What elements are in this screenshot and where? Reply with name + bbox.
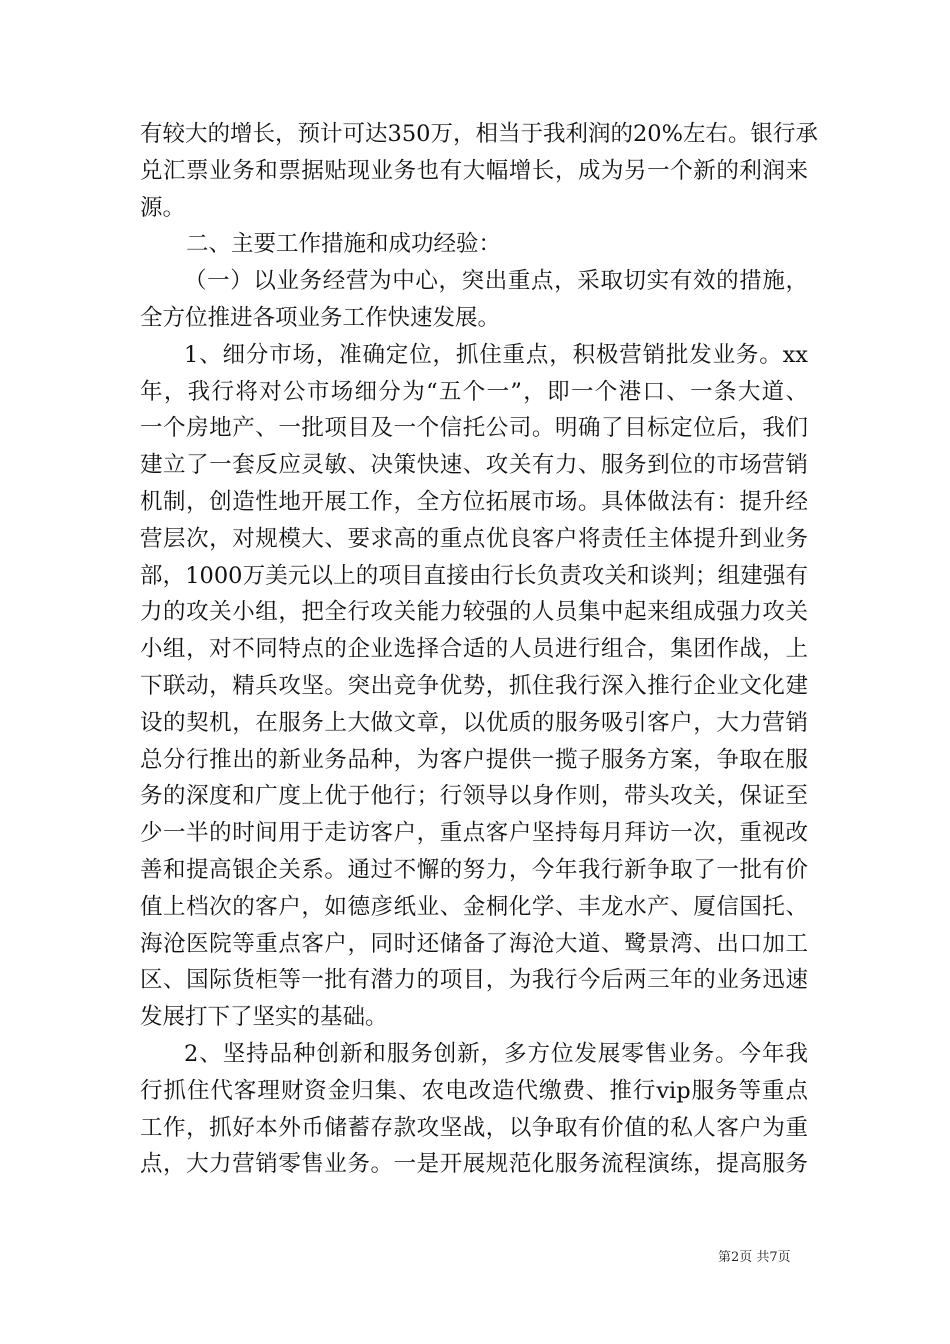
text-line: 一个房地产、一批项目及一个信托公司。明确了目标定位后，我们 [140, 415, 808, 442]
text-line: 少一半的时间用于走访客户，重点客户坚持每月拜访一次，重视改 [140, 820, 808, 847]
text-line: 源。 [140, 194, 186, 221]
text-line: 点，大力营销零售业务。一是开展规范化服务流程演练，提高服务 [140, 1151, 808, 1178]
text-line: 下联动，精兵攻坚。突出竞争优势，抓住我行深入推行企业文化建 [140, 672, 808, 699]
text-line: 兑汇票业务和票据贴现业务也有大幅增长，成为另一个新的利润来 [140, 157, 808, 184]
document-body [140, 116, 818, 1183]
text-line: 营层次，对规模大、要求高的重点优良客户将责任主体提升到业务 [140, 525, 808, 552]
text-line: 行抓住代客理财资金归集、农电改造代缴费、推行vip服务等重点 [140, 1077, 808, 1104]
text-line: 1、细分市场，准确定位，抓住重点，积极营销批发业务。xx [184, 341, 808, 368]
text-line: 全方位推进各项业务工作快速发展。 [140, 304, 501, 331]
text-line: 有较大的增长，预计可达350万，相当于我利润的20%左右。银行承 [140, 121, 818, 147]
text-line: 善和提高银企关系。通过不懈的努力，今年我行新争取了一批有价 [140, 856, 808, 883]
text-line: 总分行推出的新业务品种，为客户提供一揽子服务方案，争取在服 [140, 746, 808, 773]
section-heading: 二、主要工作措施和成功经验： [186, 231, 502, 258]
text-line: 力的攻关小组，把全行攻关能力较强的人员集中起来组成强力攻关 [140, 599, 808, 626]
page-number: 第2页 共7页 [718, 1250, 791, 1265]
text-line: 年，我行将对公市场细分为“五个一”，即一个港口、一条大道、 [140, 378, 808, 405]
text-line: 工作，抓好本外币储蓄存款攻坚战，以争取有价值的私人客户为重 [140, 1114, 808, 1141]
text-line: 小组，对不同特点的企业选择合适的人员进行组合，集团作战，上 [140, 636, 808, 663]
text-line: （一）以业务经营为中心，突出重点，采取切实有效的措施， [184, 268, 808, 295]
text-line: 机制，创造性地开展工作，全方位拓展市场。具体做法有：提升经 [140, 488, 808, 515]
text-line: 值上档次的客户，如德彦纸业、金桐化学、丰龙水产、厦信国托、 [140, 893, 808, 920]
text-line: 务的深度和广度上优于他行；行领导以身作则，带头攻关，保证至 [140, 783, 808, 810]
text-line: 部，1000万美元以上的项目直接由行长负责攻关和谈判；组建强有 [140, 562, 808, 589]
text-line: 建立了一套反应灵敏、决策快速、攻关有力、服务到位的市场营销 [140, 452, 808, 479]
text-line: 2、坚持品种创新和服务创新，多方位发展零售业务。今年我 [184, 1040, 808, 1067]
text-line: 发展打下了坚实的基础。 [140, 1004, 388, 1031]
text-line: 海沧医院等重点客户，同时还储备了海沧大道、鹭景湾、出口加工 [140, 930, 808, 957]
text-line: 设的契机，在服务上大做文章，以优质的服务吸引客户，大力营销 [140, 709, 808, 736]
text-line: 区、国际货柜等一批有潜力的项目，为我行今后两三年的业务迅速 [140, 967, 808, 994]
